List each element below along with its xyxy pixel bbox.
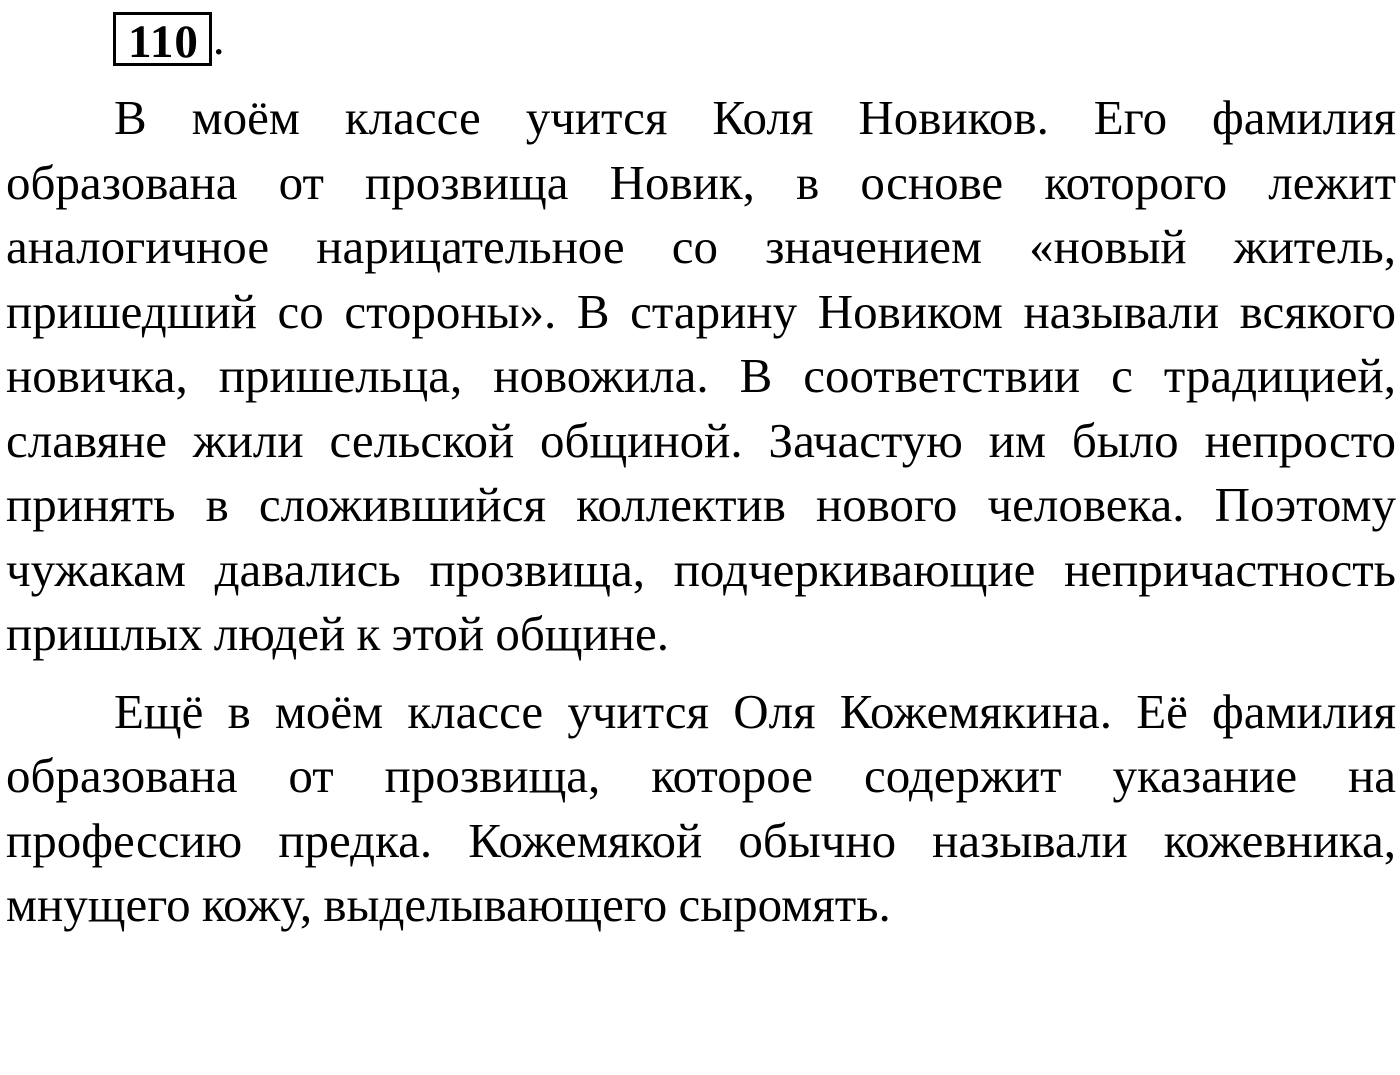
exercise-number-dot: .: [212, 13, 225, 65]
exercise-text: [6, 86, 1396, 938]
exercise-number: 110: [113, 12, 212, 66]
paragraph-1: В моём классе учится Коля Новиков. Его фамилия образована от прозвища Новик, в основе которого лежит аналогичное нарицательное со значением «новый житель, пришедший со стороны». В старину Новиком называли всякого новичка, пришельца, новожила. В соответствии с традицией, славяне жили сельской общиной. Зачастую им было непросто принять в сложившийся коллектив нового человека. Поэтому чужакам давались прозвища, подчеркивающие непричастность пришлых людей к этой общине.: [6, 90, 1396, 661]
exercise-header: [113, 6, 225, 66]
paragraph-2: Ещё в моём классе учится Оля Кожемякина. Её фамилия образована от прозвища, которое содержит указание на профессию предка. Кожемякой обычно называли кожевника, мнущего кожу, выделывающего сыромять.: [6, 683, 1396, 932]
